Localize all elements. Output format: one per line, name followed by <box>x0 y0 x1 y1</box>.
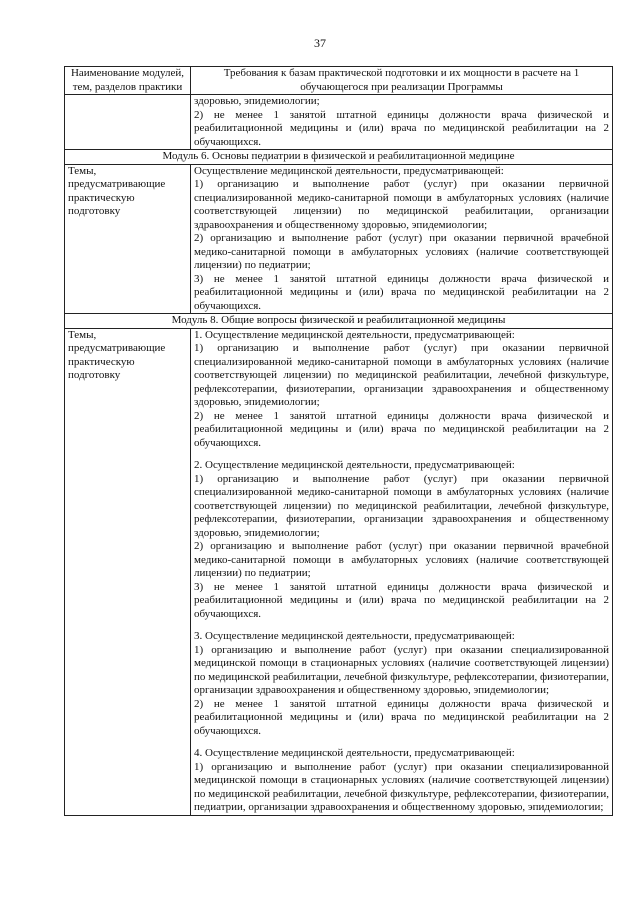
requirement-line: 2) не менее 1 занятой штатной единицы должности врача физической и реабилитационной медицины и (или) врача по медицинской реабилитации на 2 обучающихся. <box>194 697 609 737</box>
requirement-block <box>194 630 609 738</box>
requirement-line: 1) организацию и выполнение работ (услуг) при оказании первичной специализированной медико-санитарной помощи в амбулаторных условиях (наличие соответствующей лицензии) по медицинской реабилитации, лечебной физкультуре, рефлексотерапии, физиотерапии, организации здравоохранения и общественному здоровью, эпидемиологии; <box>194 472 609 539</box>
requirement-line: 2) организацию и выполнение работ (услуг) при оказании первичной врачебной медико-санитарной помощи в амбулаторных условиях (наличие соответствующей лицензии) по педиатрии; <box>194 540 609 579</box>
table-header-row <box>65 67 613 95</box>
module-8-topic: Темы, предусматривающие практическую подготовку <box>65 328 191 815</box>
page-number: 37 <box>314 36 326 50</box>
requirement-line: 3) не менее 1 занятой штатной единицы должности врача физической и реабилитационной медицины и (или) врача по медицинской реабилитации на 2 обучающихся. <box>194 272 609 312</box>
requirements-table <box>64 66 613 816</box>
requirement-line: 1) организацию и выполнение работ (услуг) при оказании первичной специализированной медико-санитарной помощи в амбулаторных условиях (наличие соответствующей лицензии) по медицинской реабилитации, организации здравоохранения и общественному здоровью, эпидемиологии; <box>194 178 609 231</box>
requirement-line: 1) организацию и выполнение работ (услуг) при оказании специализированной медицинской помощи в стационарных условиях (наличие соответствующей лицензии) по медицинской реабилитации, лечебной физкультуре, рефлексотерапии, физиотерапии, организации здравоохранения и общественному здоровью, эпидемиологии; <box>194 643 609 696</box>
requirement-line: 4. Осуществление медицинской деятельности, предусматривающей: <box>194 747 515 759</box>
requirement-block <box>194 165 609 314</box>
requirement-line: 2) организацию и выполнение работ (услуг) при оказании первичной врачебной медико-санитарной помощи в амбулаторных условиях (наличие соответствующей лицензии) по педиатрии; <box>194 232 609 271</box>
module-8-row <box>65 328 613 815</box>
module-6-title: Модуль 6. Основы педиатрии в физической и реабилитационной медицине <box>65 150 613 165</box>
requirement-block <box>194 329 609 451</box>
requirement-block <box>194 747 609 815</box>
module-8-title: Модуль 8. Общие вопросы физической и реабилитационной медицины <box>65 314 613 329</box>
module-6-topic: Темы, предусматривающие практическую подготовку <box>65 164 191 314</box>
header-modules: Наименование модулей, тем, разделов практики <box>65 67 191 95</box>
continuation-left <box>65 95 191 150</box>
requirement-line: 1) организацию и выполнение работ (услуг) при оказании первичной специализированной медико-санитарной помощи в амбулаторных условиях (наличие соответствующей лицензии) по медицинской реабилитации, лечебной физкультуре, рефлексотерапии, физиотерапии, организации здравоохранения и общественному здоровью, эпидемиологии; <box>194 342 609 408</box>
requirement-line: 2) не менее 1 занятой штатной единицы должности врача физической и реабилитационной медицины и (или) врача по медицинской реабилитации на 2 обучающихся. <box>194 409 609 449</box>
continuation-right <box>191 95 613 150</box>
requirement-line: 3) не менее 1 занятой штатной единицы должности врача физической и реабилитационной медицины и (или) врача по медицинской реабилитации на 2 обучающихся. <box>194 580 609 620</box>
continuation-line: 2) не менее 1 занятой штатной единицы должности врача физической и реабилитационной медицины и (или) врача по медицинской реабилитации на 2 обучающихся. <box>194 108 609 148</box>
requirement-line: 1) организацию и выполнение работ (услуг) при оказании специализированной медицинской помощи в стационарных условиях (наличие соответствующей лицензии) по медицинской реабилитации, лечебной физкультуре, рефлексотерапии, физиотерапии, педиатрии, организации здравоохранения и общественному здоровью, эпидемиологии; <box>194 760 609 813</box>
continuation-line: здоровью, эпидемиологии; <box>194 95 320 107</box>
module-6-row <box>65 164 613 314</box>
module-6-requirements <box>191 164 613 314</box>
requirement-line: 1. Осуществление медицинской деятельности, предусматривающей: <box>194 328 515 341</box>
header-requirements: Требования к базам практической подготовки и их мощности в расчете на 1 обучающегося при реализации Программы <box>191 67 613 95</box>
module-8-requirements <box>191 328 613 815</box>
requirement-line: 3. Осуществление медицинской деятельности, предусматривающей: <box>194 630 515 642</box>
continuation-row <box>65 95 613 150</box>
requirement-line: Осуществление медицинской деятельности, предусматривающей: <box>194 164 504 177</box>
module-6-title-row <box>65 150 613 165</box>
requirement-block <box>194 459 609 621</box>
requirement-line: 2. Осуществление медицинской деятельности, предусматривающей: <box>194 459 515 471</box>
module-8-title-row <box>65 314 613 329</box>
